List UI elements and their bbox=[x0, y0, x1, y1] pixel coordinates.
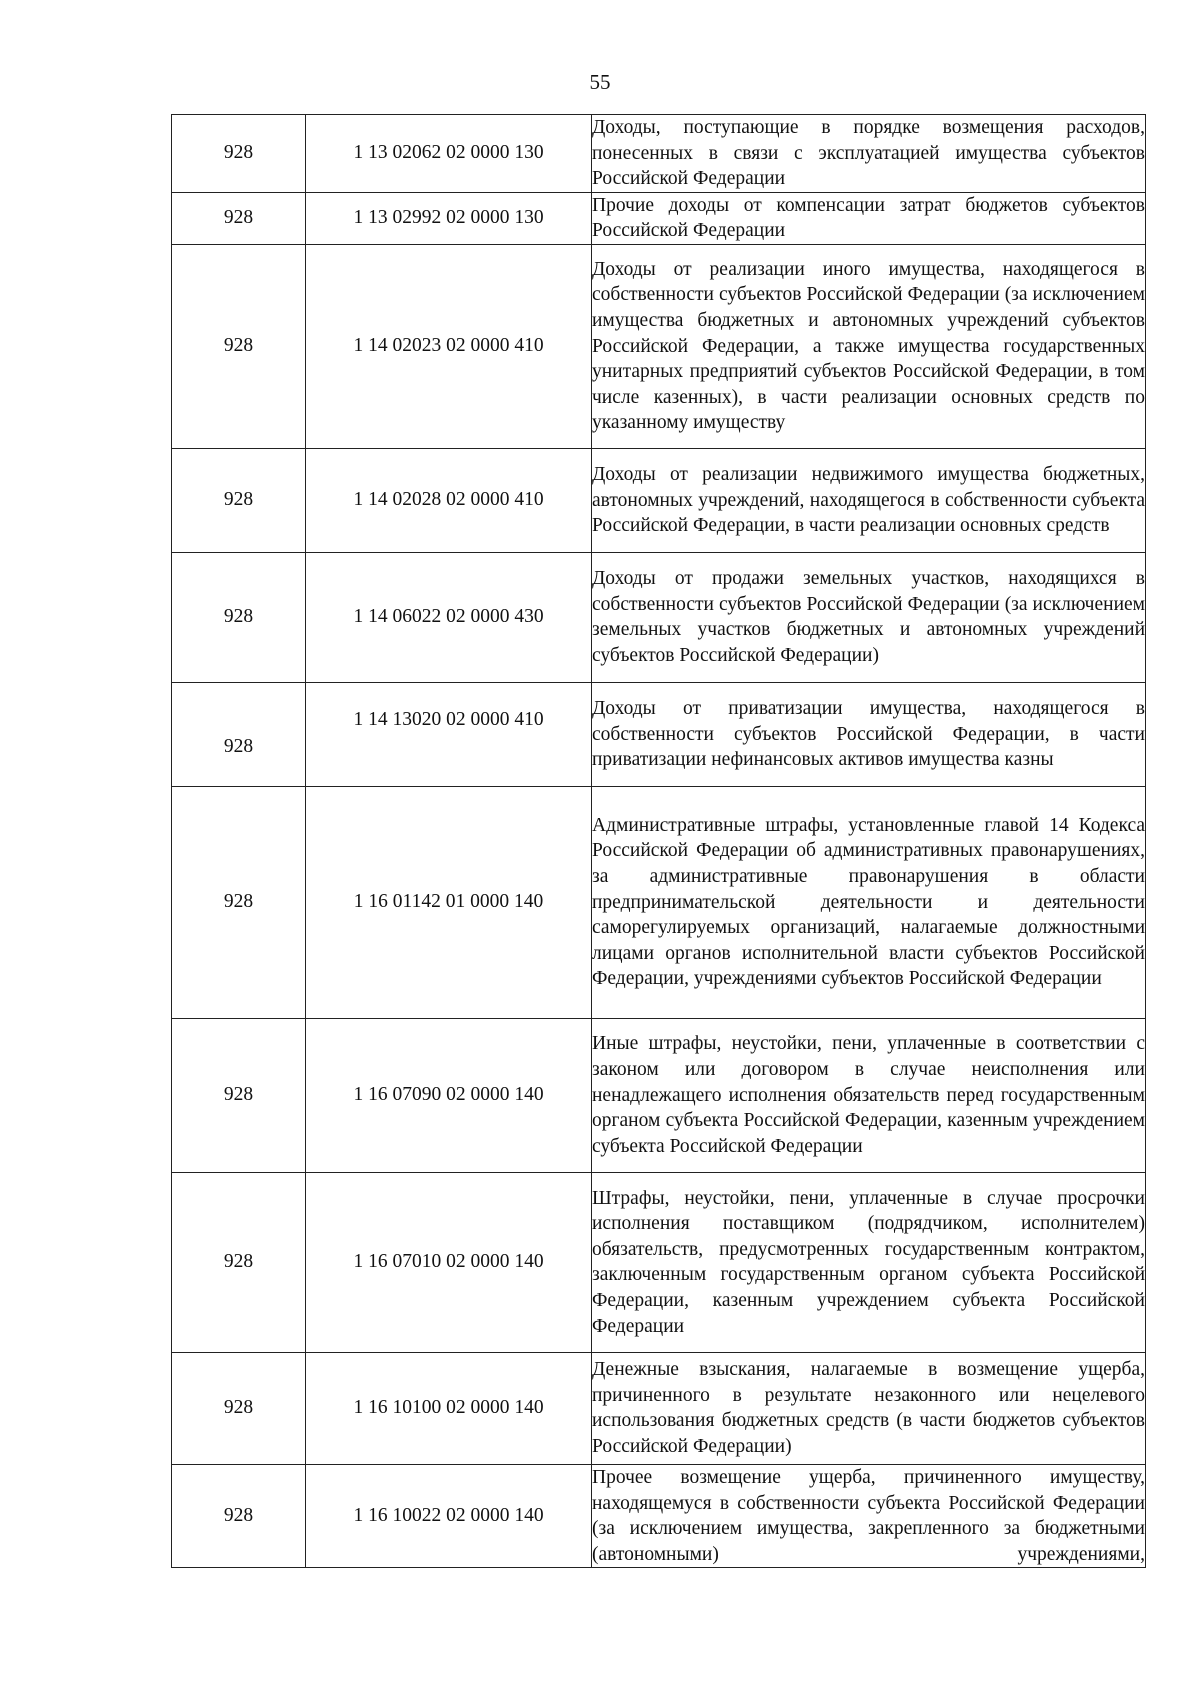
budget-code-cell: 1 14 02028 02 0000 410 bbox=[306, 448, 592, 552]
budget-code-cell: 1 16 10022 02 0000 140 bbox=[306, 1464, 592, 1567]
admin-code-cell: 928 bbox=[172, 1464, 306, 1567]
revenue-name-cell: Доходы от реализации иного имущества, находящегося в собственности субъектов Российской Федерации (за исключением имущества бюджетных и автономных учреждений субъектов Российской Федерации, а также имущества государственных унитарных предприятий субъектов Российской Федерации, в том числе казенных), в части реализации основных средств по указанному имуществу bbox=[592, 244, 1146, 448]
table-row bbox=[172, 448, 1146, 552]
admin-code-cell: 928 bbox=[172, 244, 306, 448]
budget-code-cell: 1 14 06022 02 0000 430 bbox=[306, 552, 592, 682]
table-row bbox=[172, 1172, 1146, 1352]
revenue-name-cell: Прочее возмещение ущерба, причиненного имуществу, находящемуся в собственности субъекта Российской Федерации (за исключением имущества, закрепленного за бюджетными (автономными) учреждениями, bbox=[592, 1464, 1146, 1567]
table-row bbox=[172, 682, 1146, 786]
budget-code-cell: 1 16 07010 02 0000 140 bbox=[306, 1172, 592, 1352]
revenue-name-cell: Доходы от приватизации имущества, находящегося в собственности субъектов Российской Федерации, в части приватизации нефинансовых активов имущества казны bbox=[592, 682, 1146, 786]
admin-code-cell: 928 bbox=[172, 448, 306, 552]
admin-code-cell: 928 bbox=[172, 192, 306, 244]
budget-code-cell: 1 13 02992 02 0000 130 bbox=[306, 192, 592, 244]
table-row bbox=[172, 552, 1146, 682]
revenue-name-cell: Административные штрафы, установленные главой 14 Кодекса Российской Федерации об административных правонарушениях, за административные правонарушения в области предпринимательской деятельности и деятельности саморегулируемых организаций, налагаемые должностными лицами органов исполнительной власти субъектов Российской Федерации, учреждениями субъектов Российской Федерации bbox=[592, 786, 1146, 1018]
table-row bbox=[172, 1352, 1146, 1464]
table-row bbox=[172, 1464, 1146, 1567]
revenue-name-cell: Доходы, поступающие в порядке возмещения расходов, понесенных в связи с эксплуатацией имущества субъектов Российской Федерации bbox=[592, 115, 1146, 193]
budget-code-cell: 1 14 02023 02 0000 410 bbox=[306, 244, 592, 448]
table-row bbox=[172, 786, 1146, 1018]
table-row bbox=[172, 1018, 1146, 1172]
budget-code-cell: 1 16 07090 02 0000 140 bbox=[306, 1018, 592, 1172]
admin-code-cell: 928 bbox=[172, 786, 306, 1018]
budget-code-cell: 1 16 01142 01 0000 140 bbox=[306, 786, 592, 1018]
table-row bbox=[172, 115, 1146, 193]
revenue-name-cell: Штрафы, неустойки, пени, уплаченные в случае просрочки исполнения поставщиком (подрядчиком, исполнителем) обязательств, предусмотренных государственным контрактом, заключенным государственным органом субъекта Российской Федерации, казенным учреждением субъекта Российской Федерации bbox=[592, 1172, 1146, 1352]
budget-code-cell: 1 13 02062 02 0000 130 bbox=[306, 115, 592, 193]
revenue-name-cell: Доходы от продажи земельных участков, находящихся в собственности субъектов Российской Федерации (за исключением земельных участков бюджетных и автономных учреждений субъектов Российской Федерации) bbox=[592, 552, 1146, 682]
admin-code-cell: 928 bbox=[172, 682, 306, 786]
admin-code-cell: 928 bbox=[172, 552, 306, 682]
budget-code-cell: 1 16 10100 02 0000 140 bbox=[306, 1352, 592, 1464]
revenue-name-cell: Иные штрафы, неустойки, пени, уплаченные в соответствии с законом или договором в случае неисполнения или ненадлежащего исполнения обязательств перед государственным органом субъекта Российской Федерации, казенным учреждением субъекта Российской Федерации bbox=[592, 1018, 1146, 1172]
page-number: 55 bbox=[589, 70, 611, 94]
revenue-name-cell: Денежные взыскания, налагаемые в возмещение ущерба, причиненного в результате незаконного или нецелевого использования бюджетных средств (в части бюджетов субъектов Российской Федерации) bbox=[592, 1352, 1146, 1464]
budget-code-cell: 1 14 13020 02 0000 410 bbox=[306, 682, 592, 786]
budget-codes-table bbox=[171, 114, 1146, 1568]
table-row bbox=[172, 192, 1146, 244]
admin-code-cell: 928 bbox=[172, 115, 306, 193]
table-row bbox=[172, 244, 1146, 448]
admin-code-cell: 928 bbox=[172, 1018, 306, 1172]
admin-code-cell: 928 bbox=[172, 1172, 306, 1352]
revenue-name-cell: Доходы от реализации недвижимого имущества бюджетных, автономных учреждений, находящегося в собственности субъекта Российской Федерации, в части реализации основных средств bbox=[592, 448, 1146, 552]
admin-code-cell: 928 bbox=[172, 1352, 306, 1464]
revenue-name-cell: Прочие доходы от компенсации затрат бюджетов субъектов Российской Федерации bbox=[592, 192, 1146, 244]
